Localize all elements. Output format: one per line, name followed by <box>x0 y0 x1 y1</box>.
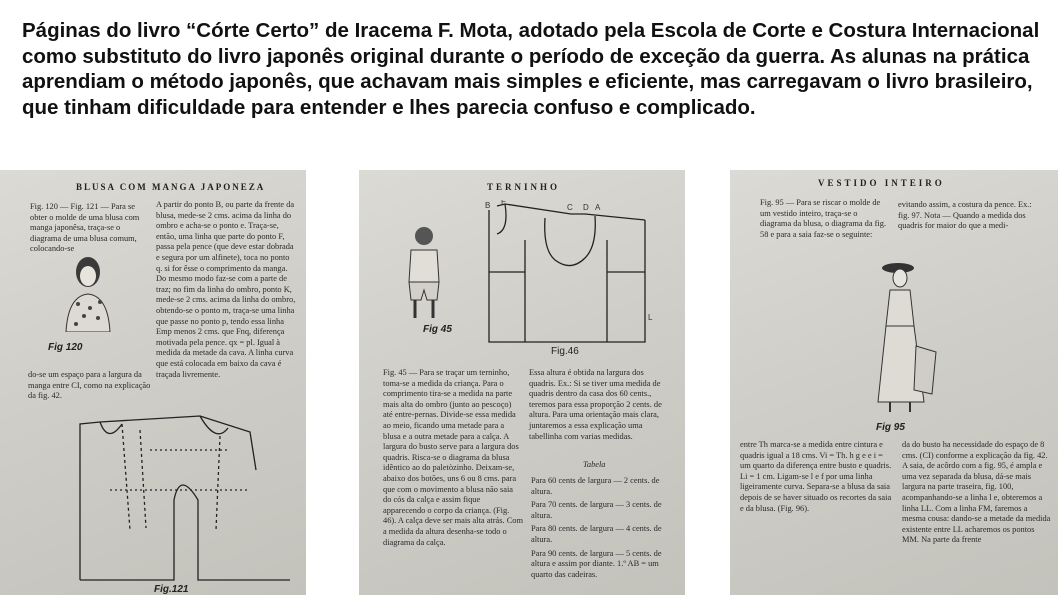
page-text-col2: A partir do ponto B, ou parte da frente da blusa, mede-se 2 cms. acima da linha do ombro e acha-se o ponto e. Traça-se, então, uma linha que parte do ponto F, passa pela pence (que deve estar dobrada e segura por um alfinete), toca no ponto q. si for êsse o comprimento da manga. Do mesmo modo faz-se com a parte de traz; no fim da linha do ombro, ponto K, mede-se 2 cms. acima da linha do ombro, obtendo-se o ponto m, traça-se uma linha que passe no ponto p, tendo essa linha Emp menos 2 cms. que Fnq, diferença motivada pela pence. qx = pl. Igual à medida da metade da cava. A linha curva que está colocada em baixo da cava é traçada livremente. <box>156 200 296 379</box>
svg-text:L: L <box>648 313 653 322</box>
slide-caption: Páginas do livro “Córte Certo” de Iracema F. Mota, adotado pela Escola de Corte e Costura Internacional como substituto do livro japonês original durante o período de exceção da guerra. As alunas na prática aprendiam o método japonês, que achavam mais simples e eficiente, mas carregavam o livro brasileiro, que tinham dificuldade para entender e lhes parecia confuso e complicado. <box>22 19 1040 119</box>
page-text-bottom: do-se um espaço para a largura da manga entre CI, como na explicação da fig. 42. <box>28 370 151 401</box>
table-row: Para 60 cents de largura — 2 cents. de altura. <box>531 476 660 496</box>
child-suit-illustration <box>399 224 449 324</box>
page-heading: VESTIDO INTEIRO <box>818 178 945 188</box>
book-page-blusa-photo <box>0 170 306 595</box>
svg-text:F: F <box>501 200 506 206</box>
page-text-col1: Fig. 95 — Para se riscar o molde de um vestido inteiro, traça-se o diagrama da blusa, o diagrama da fig. 58 e para a saia faz-se o seguinte: <box>760 198 887 239</box>
table-row: Para 80 cents. de largura — 4 cents. de altura. <box>531 524 662 544</box>
page-text-col1-bottom: entre Th marca-se a medida entre cintura e quadris igual a 18 cms. Vi = Th. h g e e i = um quarto da diferença entre busto e quadris. Li = 1 cm. Ligam-se l e f por uma linha ligeiramente curva. Separa-se a blusa da saia depois de se haver situado os recortes da saia e da blusa. (Fig. 96). <box>740 440 892 513</box>
svg-text:C: C <box>567 203 573 212</box>
book-page-terninho-photo <box>359 170 685 595</box>
page-text-col2: evitando assim, a costura da pence. Ex.: fig. 97. Nota — Quando a medida dos quadris for maior do que a medi- <box>898 200 1032 231</box>
measure-table <box>531 476 671 580</box>
page-text-col1: Fig. 45 — Para se traçar um terninho, toma-se a medida da criança. Para o comprimento tira-se a medida na parte mais alta do ombro (junto ao pescoço) até entre-pernas. Divide-se essa medida ao meio, ficando uma metade para a blusa e a outra metade para a calça. A largura do busto serve para a largura dos quadris. Risca-se o diagrama da blusa idêntico ao do paletòzinho. Deixam-se, abaixo dos botões, uns 6 ou 8 cms. para que com o movimento a blusa não saia do cós da calça e assim fique apparecendo o corpo da criança. (Fig. 46). A calça deve ser mais alta atrás. Com a medida da altura desenha-se todo o diagrama da calça. <box>383 368 523 547</box>
table-row: Para 70 cents. de largura — 3 cents. de altura. <box>531 500 662 520</box>
page-text-col1: Fig. 120 — Fig. 121 — Para se obter o molde de uma blusa com manga japonêsa, traça-se o diagrama de uma blusa comum, colocando-se <box>30 202 140 254</box>
page-text-col2-bottom: da do busto ha necessidade do espaço de 8 cms. (CI) conforme a explicação da fig. 42. A saia, de acôrdo com a fig. 95, é ampla e uma vez separada da blusa, dá-se mais largura na parte traseira, fig. 100, acompanhando-se a linha l e, obteremos a linha LL. Com a linha FM, faremos a mesma cousa: dando-se a metade da medida existente entre LL acharemos os pontos MM. Na parte da frente <box>902 440 1051 545</box>
suit-pattern-diagram <box>485 200 657 350</box>
book-page-vestido-photo <box>730 170 1058 595</box>
figure-label-small: Fig 45 <box>423 324 452 335</box>
page-heading: TERNINHO <box>487 182 561 192</box>
table-title: Tabela <box>583 460 606 469</box>
table-row: Para 90 cents. de largura — 5 cents. de altura e assim por diante. 1.º AB = um quarto das cadeiras. <box>531 548 662 579</box>
figure-label: Fig 120 <box>48 342 83 353</box>
figure-label-diagram: Fig.46 <box>551 346 579 357</box>
woman-blouse-illustration <box>48 252 128 332</box>
svg-text:A: A <box>595 203 601 212</box>
page-text-col2: Essa altura é obtida na largura dos quadris. Ex.: Si se tiver uma medida de quadris dentro da casa dos 60 cents., teremos para essa proporção 2 cents. de altura. Para uma orientação mais clara, juntaremos a essa explicação uma tabellinha com varias medidas. <box>529 368 662 441</box>
woman-dress-illustration <box>860 256 950 416</box>
page-heading: BLUSA COM MANGA JAPONEZA <box>76 182 266 192</box>
figure-label: Fig 95 <box>876 422 905 433</box>
blouse-pattern-diagram <box>70 410 300 588</box>
svg-text:D: D <box>583 203 589 212</box>
svg-text:B: B <box>485 201 491 210</box>
figure-label-diagram: Fig.121 <box>154 584 189 595</box>
